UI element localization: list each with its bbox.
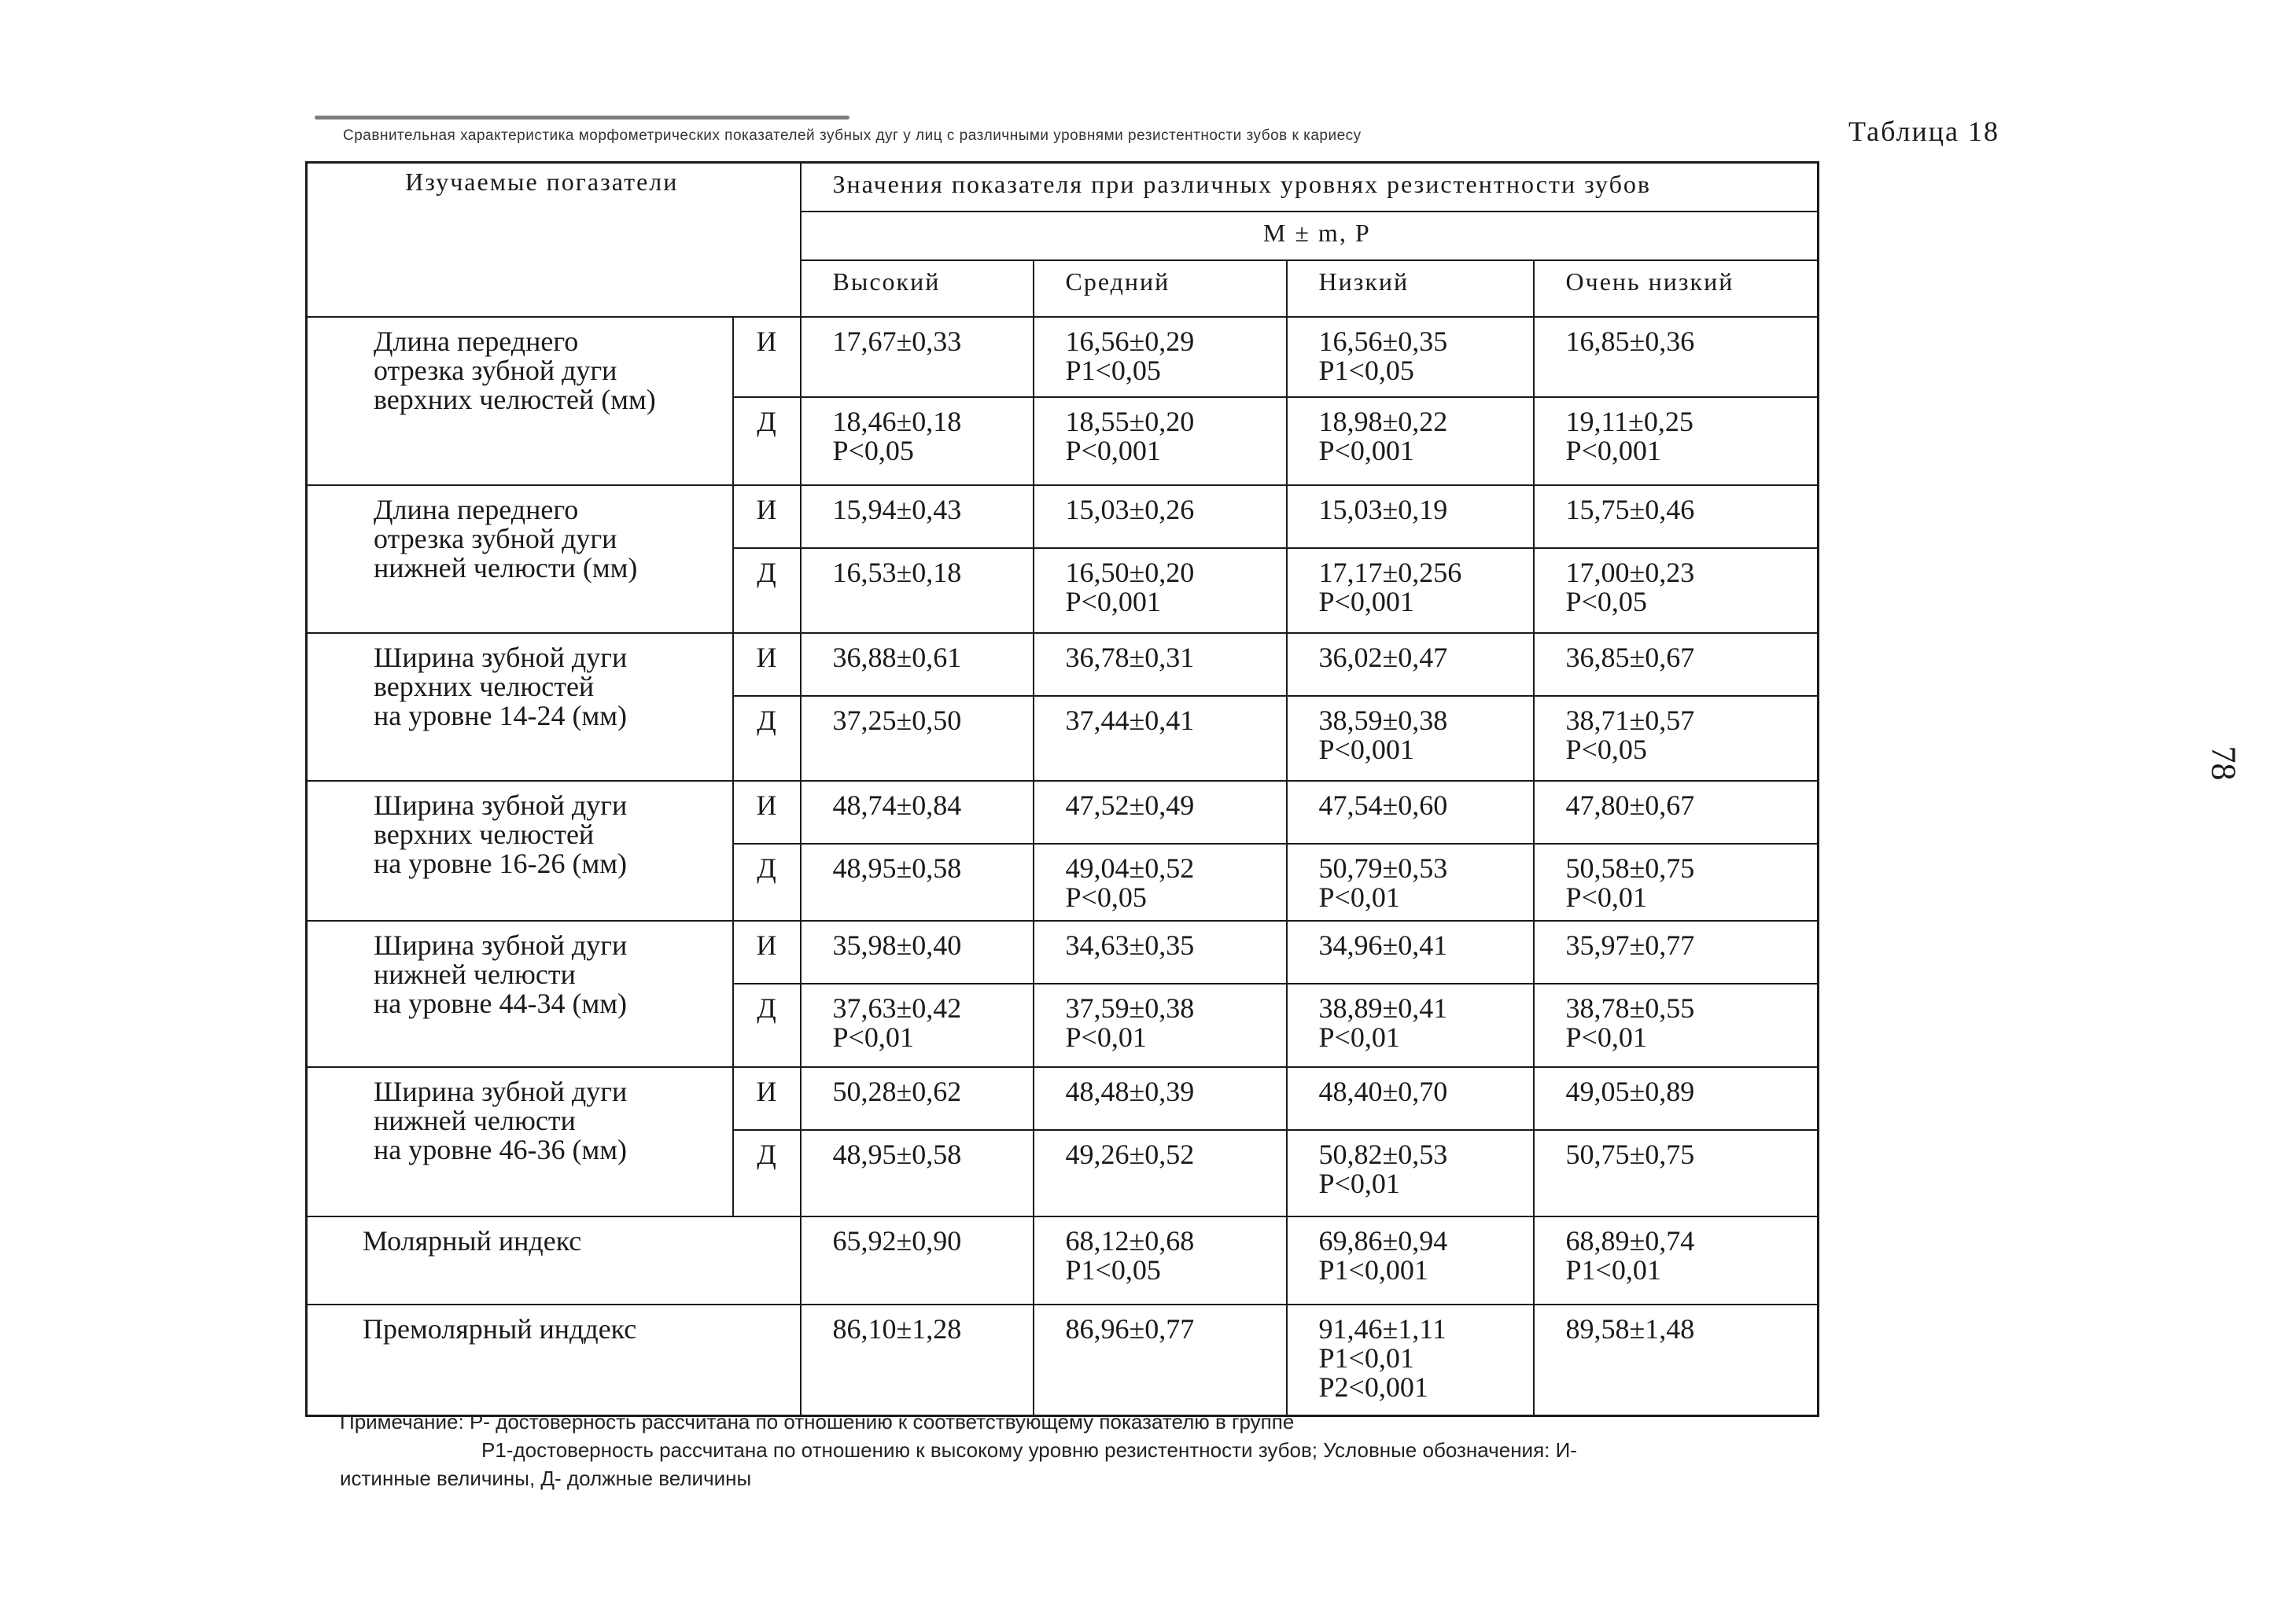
value-cell: [1287, 781, 1534, 844]
header-level: Средний: [1034, 260, 1287, 317]
value-line: 15,03±0,19: [1318, 493, 1448, 525]
value-cell: [1534, 1130, 1819, 1216]
value-cell: [801, 485, 1034, 548]
value-cell: [801, 1305, 1034, 1416]
footnote-line: Примечание: P- достоверность рассчитана по отношению к соответствующему показателю в группе: [340, 1410, 1295, 1434]
value-cell: [1034, 317, 1287, 397]
value-cell: [1534, 781, 1819, 844]
param-line: Ширина зубной дуги: [374, 641, 628, 673]
value-line: 47,54±0,60: [1318, 789, 1448, 821]
table-number: Таблица 18: [1848, 116, 1999, 147]
value-line: 91,46±1,11: [1318, 1312, 1447, 1345]
value-line: P1<0,01: [1318, 1341, 1414, 1374]
value-cell: [801, 397, 1034, 485]
value-cell: [1287, 548, 1534, 633]
value-line: P<0,001: [1318, 585, 1414, 617]
value-line: 89,58±1,48: [1565, 1312, 1695, 1345]
value-line: P1<0,001: [1318, 1253, 1428, 1286]
value-cell: [1534, 397, 1819, 485]
value-cell: [1534, 696, 1819, 781]
value-kind: И: [733, 317, 801, 397]
param-line: верхних челюстей: [374, 670, 595, 702]
value-line: 16,85±0,36: [1565, 325, 1695, 357]
param-line: на уровне 46-36 (мм): [374, 1133, 628, 1165]
value-cell: [1034, 485, 1287, 548]
value-line: 16,53±0,18: [832, 556, 962, 588]
value-cell: [1287, 317, 1534, 397]
value-line: P<0,001: [1065, 585, 1161, 617]
value-line: 17,17±0,256: [1318, 556, 1462, 588]
param-line: Ширина зубной дуги: [374, 929, 628, 961]
value-kind: И: [733, 921, 801, 984]
value-cell: [1034, 397, 1287, 485]
value-line: 86,10±1,28: [832, 1312, 962, 1345]
value-line: 50,28±0,62: [832, 1075, 962, 1107]
value-cell: [1534, 984, 1819, 1067]
value-line: 69,86±0,94: [1318, 1224, 1448, 1257]
value-line: 17,00±0,23: [1565, 556, 1695, 588]
value-line: 38,59±0,38: [1318, 704, 1448, 736]
table-row: [307, 1216, 1819, 1305]
value-cell: [1534, 921, 1819, 984]
value-line: 36,88±0,61: [832, 641, 962, 673]
value-cell: [801, 548, 1034, 633]
value-cell: [1534, 485, 1819, 548]
value-cell: [1034, 844, 1287, 921]
value-line: 37,59±0,38: [1065, 992, 1195, 1024]
param-line: нижней челюсти: [374, 1104, 576, 1136]
value-line: P<0,001: [1065, 434, 1161, 466]
value-line: P<0,05: [1565, 585, 1647, 617]
value-line: 68,89±0,74: [1565, 1224, 1695, 1257]
param-name: [307, 921, 733, 1067]
param-line: отрезка зубной дуги: [374, 522, 617, 554]
param-line: нижней челюсти (мм): [374, 551, 638, 583]
value-line: 37,44±0,41: [1065, 704, 1195, 736]
value-line: 35,97±0,77: [1565, 929, 1695, 961]
param-name: [307, 1067, 733, 1216]
value-cell: [1287, 696, 1534, 781]
header-level: Низкий: [1287, 260, 1534, 317]
value-cell: [1534, 1305, 1819, 1416]
param-line: отрезка зубной дуги: [374, 354, 617, 386]
value-line: 15,03±0,26: [1065, 493, 1195, 525]
value-line: 50,58±0,75: [1565, 852, 1695, 884]
value-kind: Д: [733, 696, 801, 781]
value-line: P<0,01: [1065, 1021, 1147, 1053]
value-cell: [1034, 633, 1287, 696]
param-name: [307, 781, 733, 921]
value-kind: Д: [733, 1130, 801, 1216]
data-table: [305, 161, 1819, 1417]
value-line: 34,63±0,35: [1065, 929, 1195, 961]
value-line: 48,40±0,70: [1318, 1075, 1448, 1107]
value-kind: И: [733, 485, 801, 548]
value-line: 16,56±0,35: [1318, 325, 1448, 357]
table-caption: Сравнительная характеристика морфометрических показателей зубных дуг у лиц с различными уровнями резистентности зубов к кариесу: [343, 127, 1362, 144]
value-line: 86,96±0,77: [1065, 1312, 1195, 1345]
value-cell: [1287, 1305, 1534, 1416]
value-line: 48,74±0,84: [832, 789, 962, 821]
value-line: 50,79±0,53: [1318, 852, 1448, 884]
value-line: P<0,001: [1318, 733, 1414, 765]
value-line: P1<0,01: [1565, 1253, 1661, 1286]
value-kind: И: [733, 1067, 801, 1130]
value-cell: [1534, 1067, 1819, 1130]
value-line: 36,02±0,47: [1318, 641, 1448, 673]
param-name: Молярный индекс: [307, 1216, 801, 1305]
value-cell: [1034, 921, 1287, 984]
value-kind: Д: [733, 548, 801, 633]
value-line: 49,26±0,52: [1065, 1138, 1195, 1170]
value-cell: [1287, 984, 1534, 1067]
value-line: 47,52±0,49: [1065, 789, 1195, 821]
value-cell: [1287, 1130, 1534, 1216]
param-name: [307, 317, 733, 485]
header-level: Высокий: [801, 260, 1034, 317]
param-line: Ширина зубной дуги: [374, 789, 628, 821]
value-cell: [1287, 485, 1534, 548]
value-cell: [801, 1216, 1034, 1305]
top-rule: [315, 116, 849, 120]
value-line: 48,95±0,58: [832, 852, 962, 884]
table-row: [307, 485, 1819, 548]
value-cell: [801, 844, 1034, 921]
value-line: 35,98±0,40: [832, 929, 962, 961]
param-line: на уровне 44-34 (мм): [374, 987, 628, 1019]
value-kind: Д: [733, 844, 801, 921]
param-line: Длина переднего: [374, 325, 579, 357]
value-line: 15,94±0,43: [832, 493, 962, 525]
value-cell: [1034, 1305, 1287, 1416]
value-cell: [801, 633, 1034, 696]
param-name: Премолярный инддекс: [307, 1305, 801, 1416]
table-row: [307, 163, 1819, 212]
param-name: [307, 485, 733, 633]
value-cell: [801, 1067, 1034, 1130]
value-cell: [1034, 1067, 1287, 1130]
value-kind: И: [733, 781, 801, 844]
param-line: верхних челюстей: [374, 818, 595, 850]
value-cell: [801, 781, 1034, 844]
footnote: [340, 1408, 1803, 1492]
footnote-line: P1-достоверность рассчитана по отношению к высокому уровню резистентности зубов; Условные обозначения: И-: [481, 1438, 1577, 1462]
value-line: 18,46±0,18: [832, 405, 962, 437]
value-line: P<0,01: [832, 1021, 914, 1053]
value-cell: [801, 984, 1034, 1067]
value-line: 50,75±0,75: [1565, 1138, 1695, 1170]
value-cell: [801, 921, 1034, 984]
value-cell: [1034, 548, 1287, 633]
value-line: 50,82±0,53: [1318, 1138, 1448, 1170]
param-line: нижней челюсти: [374, 958, 576, 990]
value-cell: [1534, 317, 1819, 397]
value-line: 48,48±0,39: [1065, 1075, 1195, 1107]
value-line: P<0,05: [1565, 733, 1647, 765]
param-line: на уровне 16-26 (мм): [374, 847, 628, 879]
value-line: 18,55±0,20: [1065, 405, 1195, 437]
table-row: [307, 1067, 1819, 1130]
value-line: P<0,01: [1318, 1167, 1400, 1199]
header-params: Изучаемые погазатели: [307, 163, 801, 317]
value-cell: [1287, 397, 1534, 485]
value-line: 37,25±0,50: [832, 704, 962, 736]
value-line: P2<0,001: [1318, 1371, 1428, 1403]
value-line: P<0,01: [1565, 881, 1647, 913]
param-line: Длина переднего: [374, 493, 579, 525]
value-line: 37,63±0,42: [832, 992, 962, 1024]
value-line: P1<0,05: [1318, 354, 1414, 386]
table-row: [307, 1305, 1819, 1416]
value-line: P<0,05: [1065, 881, 1147, 913]
value-cell: [1287, 844, 1534, 921]
value-line: 49,05±0,89: [1565, 1075, 1695, 1107]
value-cell: [1034, 1216, 1287, 1305]
value-cell: [1287, 1067, 1534, 1130]
param-line: на уровне 14-24 (мм): [374, 699, 628, 731]
value-line: 65,92±0,90: [832, 1224, 962, 1257]
header-stat: M ± m, P: [801, 212, 1819, 260]
value-line: 19,11±0,25: [1565, 405, 1693, 437]
value-line: P<0,01: [1565, 1021, 1647, 1053]
value-line: P1<0,05: [1065, 1253, 1161, 1286]
value-cell: [1534, 633, 1819, 696]
value-cell: [1034, 696, 1287, 781]
value-line: P<0,001: [1318, 434, 1414, 466]
value-cell: [1287, 1216, 1534, 1305]
value-line: 15,75±0,46: [1565, 493, 1695, 525]
value-line: P<0,01: [1318, 881, 1400, 913]
value-cell: [1034, 1130, 1287, 1216]
value-kind: Д: [733, 984, 801, 1067]
value-line: 49,04±0,52: [1065, 852, 1195, 884]
value-kind: Д: [733, 397, 801, 485]
table-body: [307, 163, 1819, 1416]
value-line: 47,80±0,67: [1565, 789, 1695, 821]
value-cell: [1534, 548, 1819, 633]
value-line: 68,12±0,68: [1065, 1224, 1195, 1257]
header-level: Очень низкий: [1534, 260, 1819, 317]
value-line: 16,56±0,29: [1065, 325, 1195, 357]
param-line: Ширина зубной дуги: [374, 1075, 628, 1107]
value-kind: И: [733, 633, 801, 696]
value-cell: [1287, 921, 1534, 984]
value-cell: [1534, 844, 1819, 921]
value-line: P<0,05: [832, 434, 914, 466]
param-name: [307, 633, 733, 781]
value-cell: [801, 696, 1034, 781]
value-cell: [801, 317, 1034, 397]
value-cell: [801, 1130, 1034, 1216]
value-cell: [1034, 781, 1287, 844]
value-line: P<0,001: [1565, 434, 1661, 466]
value-line: 38,71±0,57: [1565, 704, 1695, 736]
page-number: 78: [2204, 745, 2243, 781]
value-line: 17,67±0,33: [832, 325, 962, 357]
value-line: P1<0,05: [1065, 354, 1161, 386]
value-line: P<0,01: [1318, 1021, 1400, 1053]
table-row: [307, 781, 1819, 844]
value-line: 38,78±0,55: [1565, 992, 1695, 1024]
value-line: 38,89±0,41: [1318, 992, 1448, 1024]
value-line: 34,96±0,41: [1318, 929, 1448, 961]
param-line: верхних челюстей (мм): [374, 383, 656, 415]
value-cell: [1534, 1216, 1819, 1305]
header-group: Значения показателя при различных уровнях резистентности зубов: [801, 163, 1819, 212]
value-cell: [1034, 984, 1287, 1067]
value-line: 36,85±0,67: [1565, 641, 1695, 673]
table-row: [307, 633, 1819, 696]
value-line: 48,95±0,58: [832, 1138, 962, 1170]
value-line: 36,78±0,31: [1065, 641, 1195, 673]
value-cell: [1287, 633, 1534, 696]
value-line: 18,98±0,22: [1318, 405, 1448, 437]
value-line: 16,50±0,20: [1065, 556, 1195, 588]
table-row: [307, 317, 1819, 397]
footnote-line: истинные величины, Д- должные величины: [340, 1467, 752, 1490]
table-row: [307, 921, 1819, 984]
